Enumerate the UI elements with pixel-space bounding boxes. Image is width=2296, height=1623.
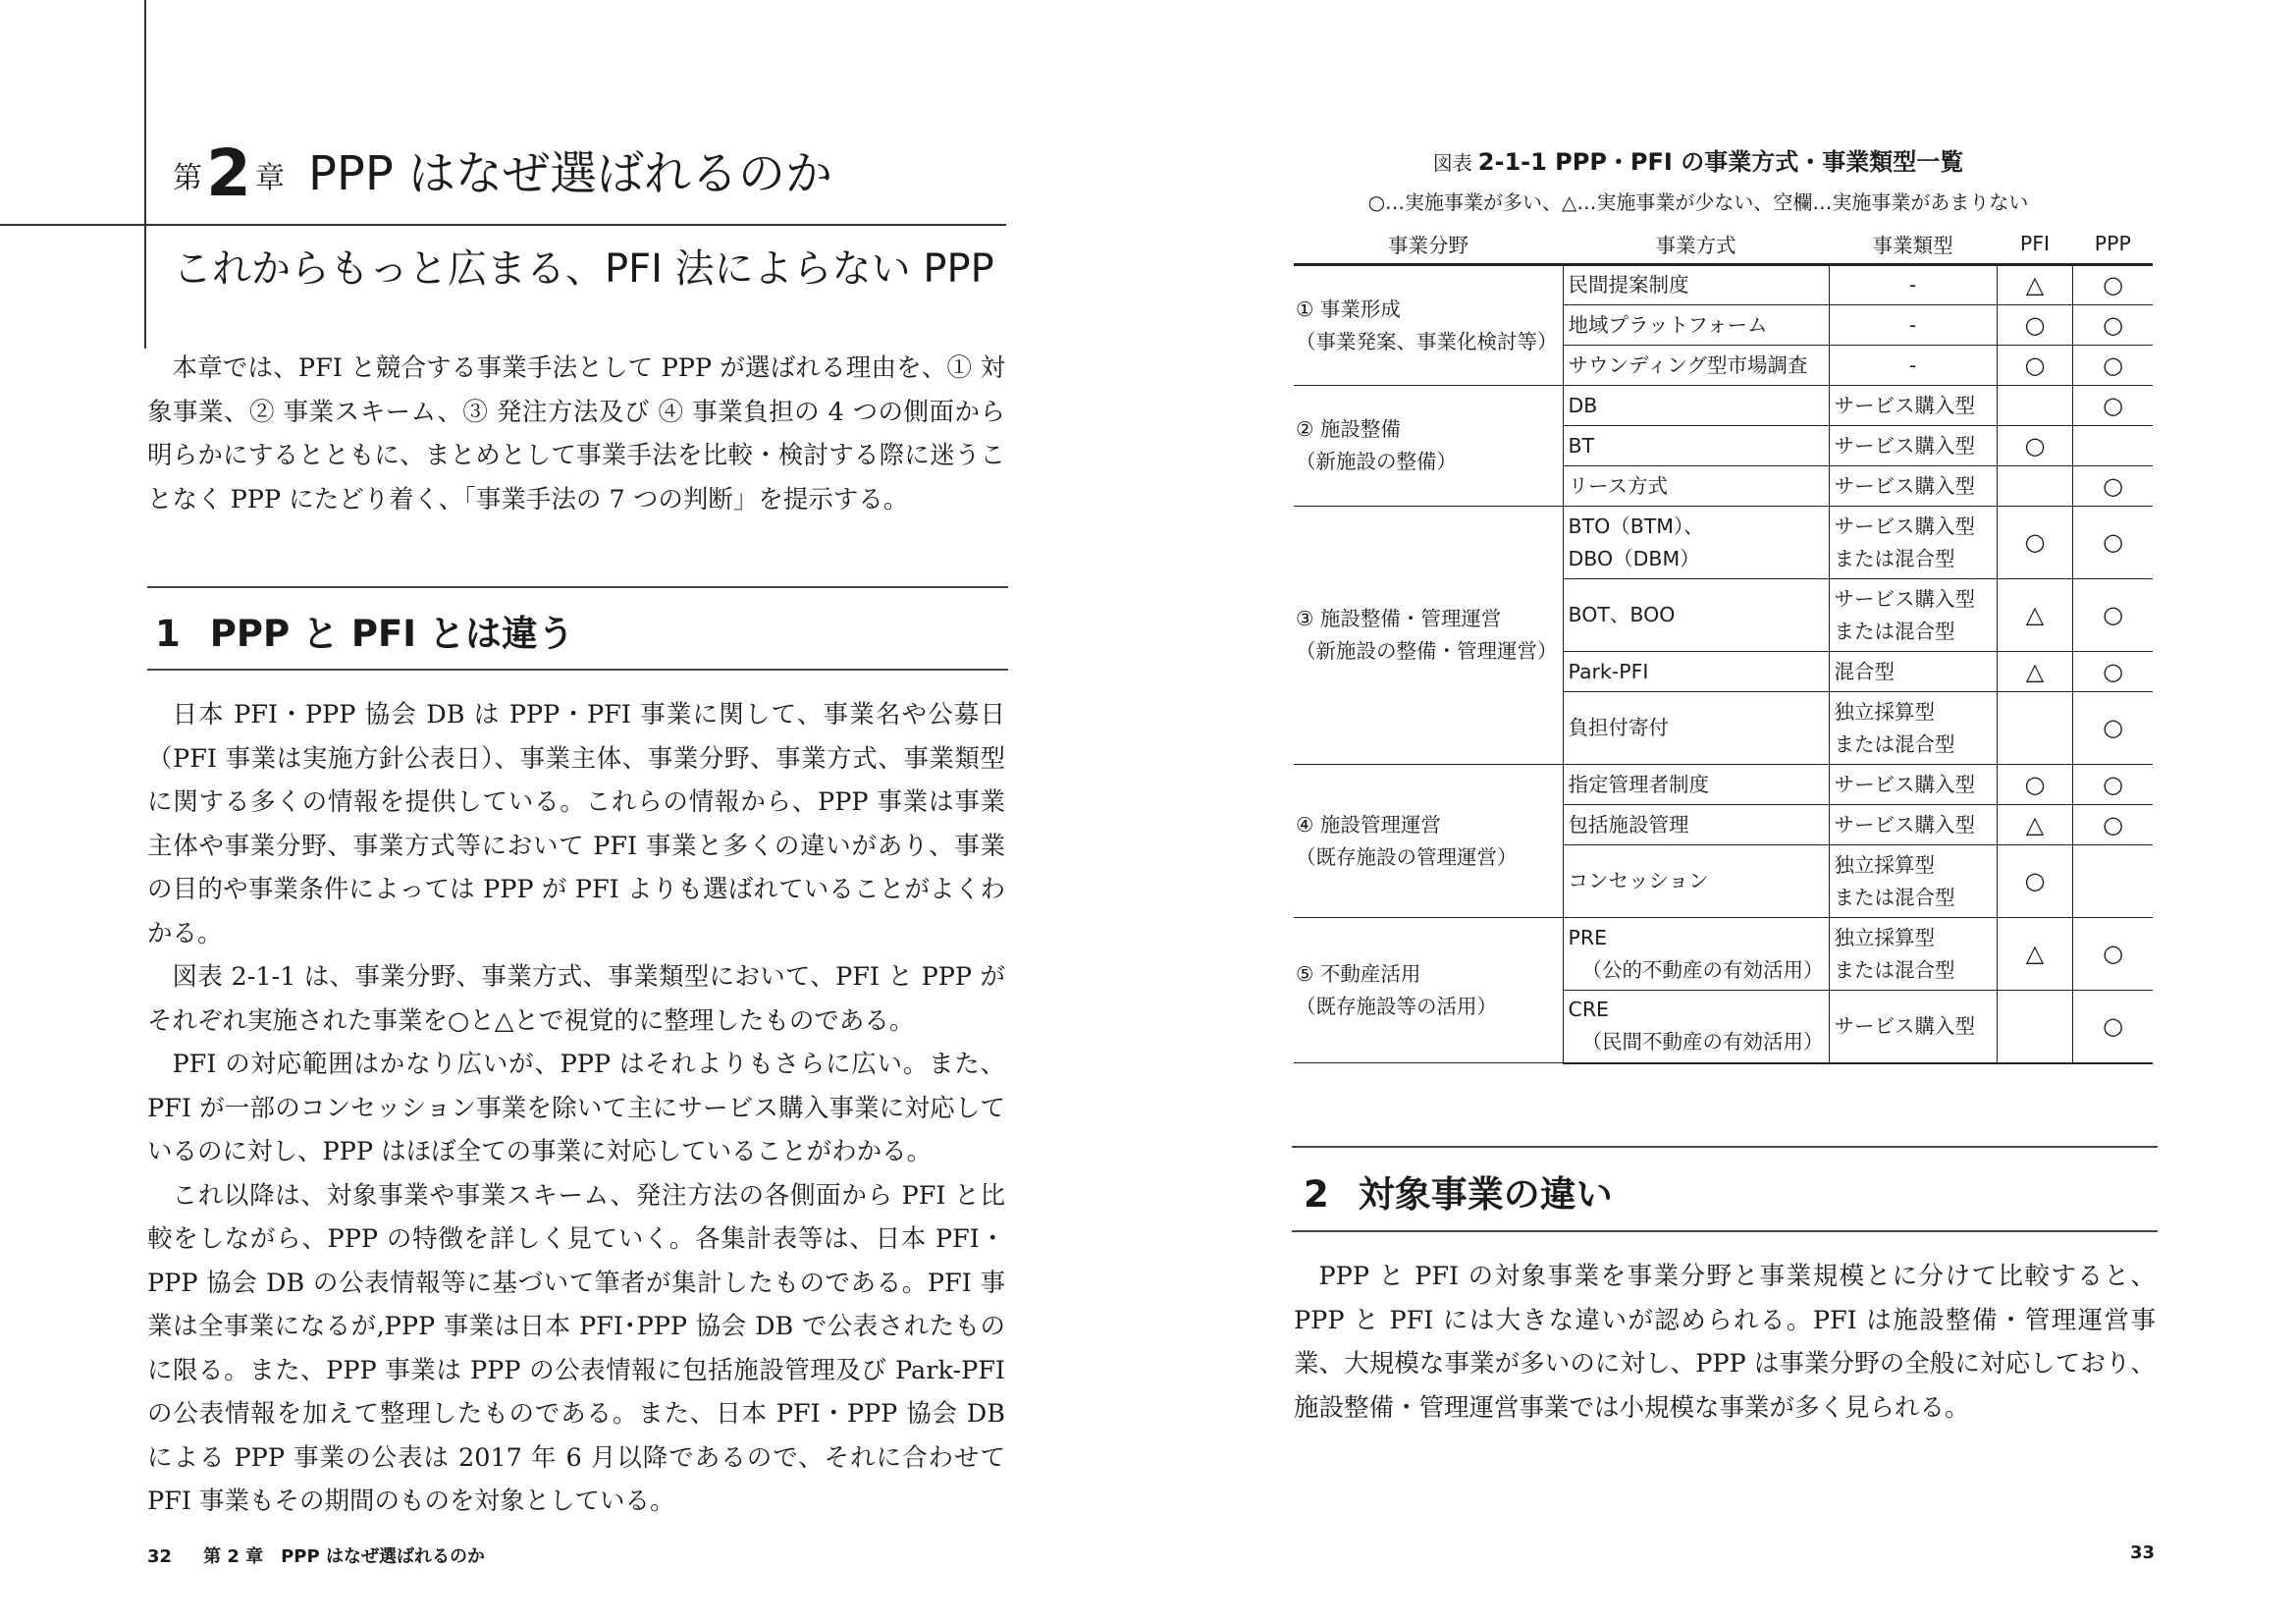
section2-heading bbox=[1304, 1164, 1613, 1217]
intro-paragraph bbox=[147, 347, 1005, 521]
figure-title bbox=[1286, 142, 2110, 177]
chapter-main-title: PPP はなぜ選ばれるのか bbox=[307, 146, 833, 201]
category-detail: （新施設の整備） bbox=[1296, 450, 1457, 473]
chapter-vertical-rule bbox=[144, 0, 146, 349]
type-cell: - bbox=[1829, 346, 1997, 386]
category-name: ⑤ 不動産活用 bbox=[1296, 961, 1421, 986]
method-cell: 地域プラットフォーム bbox=[1563, 305, 1829, 346]
category-cell bbox=[1294, 765, 1563, 918]
category-name: ① 事業形成 bbox=[1296, 297, 1401, 321]
figure-title-text: 2-1-1 PPP・PFI の事業方式・事業類型一覧 bbox=[1477, 148, 1964, 176]
left-footer bbox=[147, 1542, 485, 1568]
type-line: または混合型 bbox=[1834, 957, 1955, 982]
ppp-mark: ○ bbox=[2073, 652, 2153, 692]
ppp-mark: ○ bbox=[2073, 346, 2153, 386]
ppp-mark bbox=[2073, 845, 2153, 918]
pfi-mark: ○ bbox=[1997, 426, 2073, 466]
pfi-mark bbox=[1997, 991, 2073, 1063]
method-cell: サウンディング型市場調査 bbox=[1563, 346, 1829, 386]
left-running-head: 第 2 章 PPP はなぜ選ばれるのか bbox=[203, 1546, 485, 1567]
pfi-mark: ○ bbox=[1997, 305, 2073, 346]
section2-top-rule bbox=[1292, 1146, 2158, 1148]
pfi-mark: ○ bbox=[1997, 507, 2073, 579]
section1-heading bbox=[155, 604, 574, 657]
section2-body bbox=[1294, 1255, 2156, 1430]
method-cell bbox=[1563, 918, 1829, 991]
type-line: 独立採算型 bbox=[1834, 699, 1935, 724]
pfi-mark: △ bbox=[1997, 579, 2073, 652]
section1-paragraph: PFI の対応範囲はかなり広いが、PPP はそれよりもさらに広い。また、PFI が一部のコンセッション事業を除いて主にサービス購入事業に対応しているのに対し、PPP はほぼ全ての事業に対応していることがわかる。 bbox=[147, 1050, 1005, 1166]
category-detail: （既存施設等の活用） bbox=[1296, 994, 1497, 1018]
ppp-mark: ○ bbox=[2073, 507, 2153, 579]
ppp-mark: ○ bbox=[2073, 466, 2153, 507]
section2-number: 2 bbox=[1304, 1173, 1329, 1216]
method-cell: リース方式 bbox=[1563, 466, 1829, 507]
category-name: ③ 施設整備・管理運営 bbox=[1296, 607, 1502, 630]
method-cell: DB bbox=[1563, 386, 1829, 426]
ppp-mark: ○ bbox=[2073, 386, 2153, 426]
category-name: ② 施設整備 bbox=[1296, 417, 1401, 441]
table-header-row bbox=[1294, 224, 2153, 265]
chapter-subtitle: これからもっと広まる、PFI 法によらない PPP bbox=[173, 246, 994, 292]
pfi-mark: ○ bbox=[1997, 346, 2073, 386]
category-detail: （既存施設の管理運営） bbox=[1296, 844, 1518, 869]
pfi-mark: ○ bbox=[1997, 765, 2073, 805]
type-cell bbox=[1829, 918, 1997, 991]
type-cell: - bbox=[1829, 305, 1997, 346]
method-line: （公的不動産の有効活用） bbox=[1581, 957, 1824, 982]
type-line: または混合型 bbox=[1834, 885, 1955, 909]
figure-table bbox=[1294, 224, 2153, 1064]
method-cell: 包括施設管理 bbox=[1563, 805, 1829, 845]
method-cell: コンセッション bbox=[1563, 845, 1829, 918]
category-detail: （事業発案、事業化検討等） bbox=[1296, 329, 1558, 353]
type-cell: サービス購入型 bbox=[1829, 466, 1997, 507]
method-cell: BOT、BOO bbox=[1563, 579, 1829, 652]
type-line: または混合型 bbox=[1834, 731, 1955, 756]
type-cell: 混合型 bbox=[1829, 652, 1997, 692]
type-cell: - bbox=[1829, 265, 1997, 305]
intro-text: 本章では、PFI と競合する事業手法として PPP が選ばれる理由を、① 対象事業、② 事業スキーム、③ 発注方法及び ④ 事業負担の 4 つの側面から明らかにするとともに、まとめとして事業手法を比較・検討する際に迷うことなく PPP にたどり着く、「事業手法の 7 つの判断」を提示する。 bbox=[147, 353, 1005, 514]
header-method: 事業方式 bbox=[1563, 224, 1829, 265]
section1-paragraph: 日本 PFI・PPP 協会 DB は PPP・PFI 事業に関して、事業名や公募日（PFI 事業は実施方針公表日）、事業主体、事業分野、事業方式、事業類型に関する多くの情報を提供している。これらの情報から、PPP 事業は事業主体や事業分野、事業方式等において PFI 事業と多くの違いがあり、事業の目的や事業条件によっては PPP が PFI よりも選ばれていることがよくわかる。 bbox=[147, 700, 1005, 948]
table-row bbox=[1294, 507, 2153, 579]
method-line: CRE bbox=[1568, 998, 1610, 1022]
header-type: 事業類型 bbox=[1829, 224, 1997, 265]
pfi-mark bbox=[1997, 692, 2073, 765]
table-row bbox=[1294, 918, 2153, 991]
category-cell bbox=[1294, 507, 1563, 765]
right-footer bbox=[2130, 1542, 2155, 1563]
ppp-mark: ○ bbox=[2073, 805, 2153, 845]
table-row bbox=[1294, 265, 2153, 305]
type-line: サービス購入型 bbox=[1834, 586, 1975, 611]
ppp-mark: ○ bbox=[2073, 265, 2153, 305]
type-line: サービス購入型 bbox=[1834, 514, 1975, 538]
chapter-number: 2 bbox=[206, 135, 251, 211]
type-cell bbox=[1829, 692, 1997, 765]
section2-paragraph: PPP と PFI の対象事業を事業分野と事業規模とに分けて比較すると、PPP と PFI には大きな違いが認められる。PFI は施設整備・管理運営事業、大規模な事業が多いのに対し、PPP は事業分野の全般に対応しており、施設整備・管理運営事業では小規模な事業が多く見られる。 bbox=[1294, 1262, 2156, 1423]
type-cell: サービス購入型 bbox=[1829, 991, 1997, 1063]
table-row bbox=[1294, 765, 2153, 805]
type-cell bbox=[1829, 579, 1997, 652]
pfi-mark: △ bbox=[1997, 652, 2073, 692]
pfi-mark bbox=[1997, 386, 2073, 426]
pfi-mark: △ bbox=[1997, 265, 2073, 305]
ppp-mark: ○ bbox=[2073, 579, 2153, 652]
section1-paragraph: これ以降は、対象事業や事業スキーム、発注方法の各側面から PFI と比較をしながら、PPP の特徴を詳しく見ていく。各集計表等は、日本 PFI・PPP 協会 DB の公表情報等に基づいて筆者が集計したものである。PFI 事業は全事業になるが,PPP 事業は日本 PFI･PPP 協会 DB で公表されたものに限る。また、PPP 事業は PPP の公表情報に包括施設管理及び Park-PFI の公表情報を加えて整理したものである。また、日本 PFI・PPP 協会 DB による PPP 事業の公表は 2017 年 6 月以降であるので、それに合わせて PFI 事業もその期間のものを対象としている。 bbox=[147, 1180, 1005, 1516]
left-page-number: 32 bbox=[147, 1546, 173, 1567]
section1-title: PPP と PFI とは違う bbox=[209, 613, 574, 655]
table-row bbox=[1294, 386, 2153, 426]
section1-top-rule bbox=[147, 586, 1008, 588]
pfi-mark: ○ bbox=[1997, 845, 2073, 918]
method-cell: 民間提案制度 bbox=[1563, 265, 1829, 305]
method-cell: 負担付寄付 bbox=[1563, 692, 1829, 765]
method-cell bbox=[1563, 507, 1829, 579]
method-line: DBO（DBM） bbox=[1568, 546, 1700, 570]
ppp-mark: ○ bbox=[2073, 692, 2153, 765]
type-cell: サービス購入型 bbox=[1829, 386, 1997, 426]
chapter-horizontal-rule bbox=[0, 224, 1006, 226]
type-cell: サービス購入型 bbox=[1829, 765, 1997, 805]
section1-bottom-rule bbox=[147, 669, 1008, 671]
section1-paragraph: 図表 2-1-1 は、事業分野、事業方式、事業類型において、PFI と PPP がそれぞれ実施された事業を○と△とで視覚的に整理したものである。 bbox=[147, 962, 1005, 1036]
type-cell bbox=[1829, 507, 1997, 579]
ppp-mark: ○ bbox=[2073, 305, 2153, 346]
category-name: ④ 施設管理運営 bbox=[1296, 812, 1441, 837]
chapter-title bbox=[173, 135, 832, 211]
figure-label: 図表 bbox=[1432, 151, 1472, 175]
type-line: または混合型 bbox=[1834, 619, 1955, 643]
category-cell bbox=[1294, 265, 1563, 386]
method-cell: BT bbox=[1563, 426, 1829, 466]
pfi-mark: △ bbox=[1997, 805, 2073, 845]
figure-legend: ○…実施事業が多い、△…実施事業が少ない、空欄…実施事業があまりない bbox=[1367, 190, 2029, 214]
ppp-mark: ○ bbox=[2073, 918, 2153, 991]
method-cell bbox=[1563, 991, 1829, 1063]
pfi-mark: △ bbox=[1997, 918, 2073, 991]
category-detail: （新施設の整備・管理運営） bbox=[1296, 639, 1558, 663]
section1-number: 1 bbox=[155, 613, 181, 655]
type-line: 独立採算型 bbox=[1834, 925, 1935, 949]
type-line: 独立採算型 bbox=[1834, 852, 1935, 877]
section2-title: 対象事業の違い bbox=[1358, 1173, 1613, 1216]
chapter-prefix: 第 bbox=[173, 161, 202, 195]
type-cell: サービス購入型 bbox=[1829, 426, 1997, 466]
ppp-mark: ○ bbox=[2073, 765, 2153, 805]
type-cell: サービス購入型 bbox=[1829, 805, 1997, 845]
header-pfi: PFI bbox=[1997, 224, 2073, 265]
chapter-suffix: 章 bbox=[254, 161, 285, 195]
type-line: または混合型 bbox=[1834, 546, 1955, 570]
section2-bottom-rule bbox=[1292, 1230, 2158, 1232]
method-cell: Park-PFI bbox=[1563, 652, 1829, 692]
ppp-mark bbox=[2073, 426, 2153, 466]
method-line: BTO（BTM）、 bbox=[1568, 514, 1704, 538]
right-page-number: 33 bbox=[2130, 1542, 2156, 1563]
method-line: PRE bbox=[1568, 925, 1608, 949]
method-cell: 指定管理者制度 bbox=[1563, 765, 1829, 805]
pfi-mark bbox=[1997, 466, 2073, 507]
category-cell bbox=[1294, 918, 1563, 1063]
header-ppp: PPP bbox=[2073, 224, 2153, 265]
ppp-mark: ○ bbox=[2073, 991, 2153, 1063]
category-cell bbox=[1294, 386, 1563, 507]
type-cell bbox=[1829, 845, 1997, 918]
header-field: 事業分野 bbox=[1294, 224, 1563, 265]
section1-body bbox=[147, 693, 1005, 1524]
method-line: （民間不動産の有効活用） bbox=[1581, 1030, 1824, 1055]
